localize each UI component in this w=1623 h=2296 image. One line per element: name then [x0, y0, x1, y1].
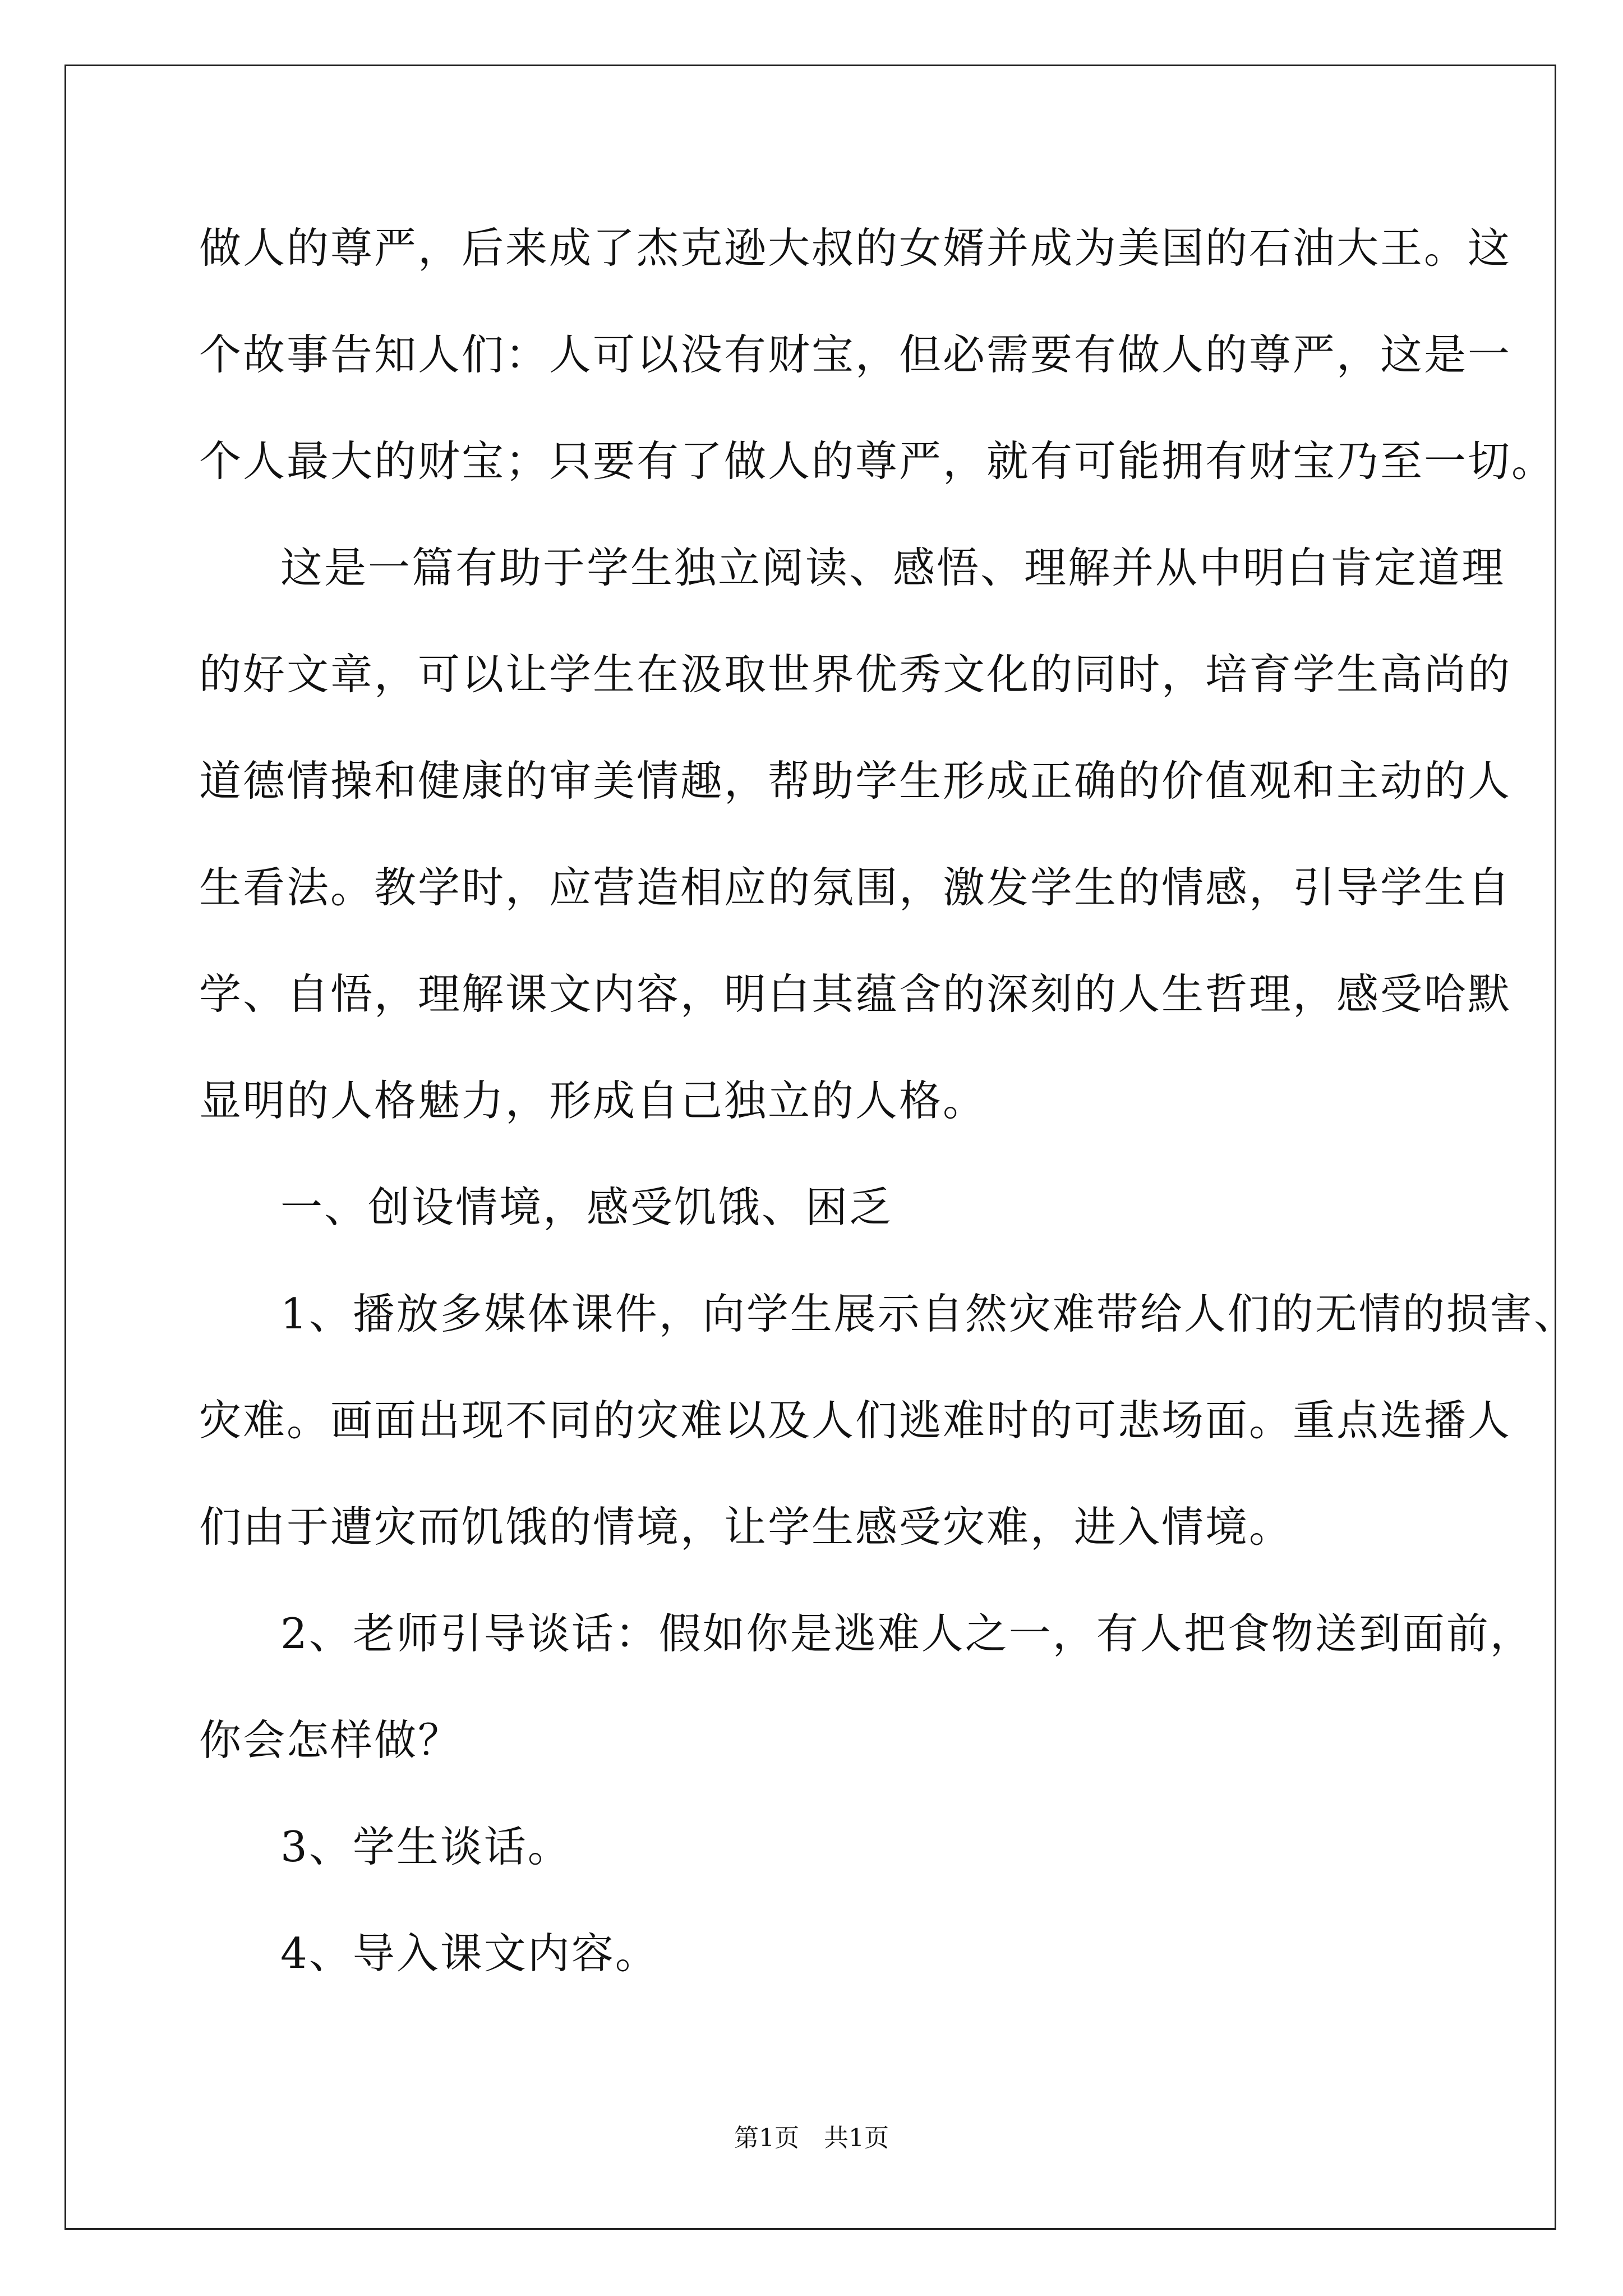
body-line: 灾难。画面出现不同的灾难以及人们逃难时的可悲场面。重点选播人	[199, 1396, 1512, 1445]
body-line: 道德情操和健康的审美情趣，帮助学生形成正确的价值观和主动的人	[199, 756, 1512, 806]
body-line: 显明的人格魅力，形成自己独立的人格。	[199, 1076, 987, 1125]
page-number-footer: 第1页 共1页	[734, 2124, 889, 2152]
list-item-1-line: 1、播放多媒体课件，向学生展示自然灾难带给人们的无情的损害、	[280, 1289, 1578, 1338]
page-border	[64, 65, 1556, 2230]
list-item-3: 3、学生谈话。	[280, 1822, 571, 1871]
body-line: 个故事告知人们：人可以没有财宝，但必需要有做人的尊严，这是一	[199, 330, 1512, 379]
body-line: 们由于遭灾而饥饿的情境，让学生感受灾难，进入情境。	[199, 1502, 1293, 1552]
body-line: 的好文章，可以让学生在汲取世界优秀文化的同时，培育学生高尚的	[199, 650, 1512, 699]
paragraph-start-line: 这是一篇有助于学生独立阅读、感悟、理解并从中明白肯定道理	[280, 543, 1506, 592]
body-line: 你会怎样做？	[199, 1715, 462, 1765]
body-line: 个人最大的财宝；只要有了做人的尊严，就有可能拥有财宝乃至一切。	[199, 436, 1556, 486]
body-line: 做人的尊严，后来成了杰克逊大叔的女婿并成为美国的石油大王。这	[199, 223, 1512, 273]
list-item-4: 4、导入课文内容。	[280, 1929, 659, 1978]
body-line: 生看法。教学时，应营造相应的氛围，激发学生的情感，引导学生自	[199, 863, 1512, 912]
section-heading: 一、创设情境，感受饥饿、困乏	[280, 1182, 893, 1232]
list-item-2-line: 2、老师引导谈话：假如你是逃难人之一，有人把食物送到面前，	[280, 1609, 1534, 1658]
body-line: 学、自悟，理解课文内容，明白其蕴含的深刻的人生哲理，感受哈默	[199, 969, 1512, 1019]
